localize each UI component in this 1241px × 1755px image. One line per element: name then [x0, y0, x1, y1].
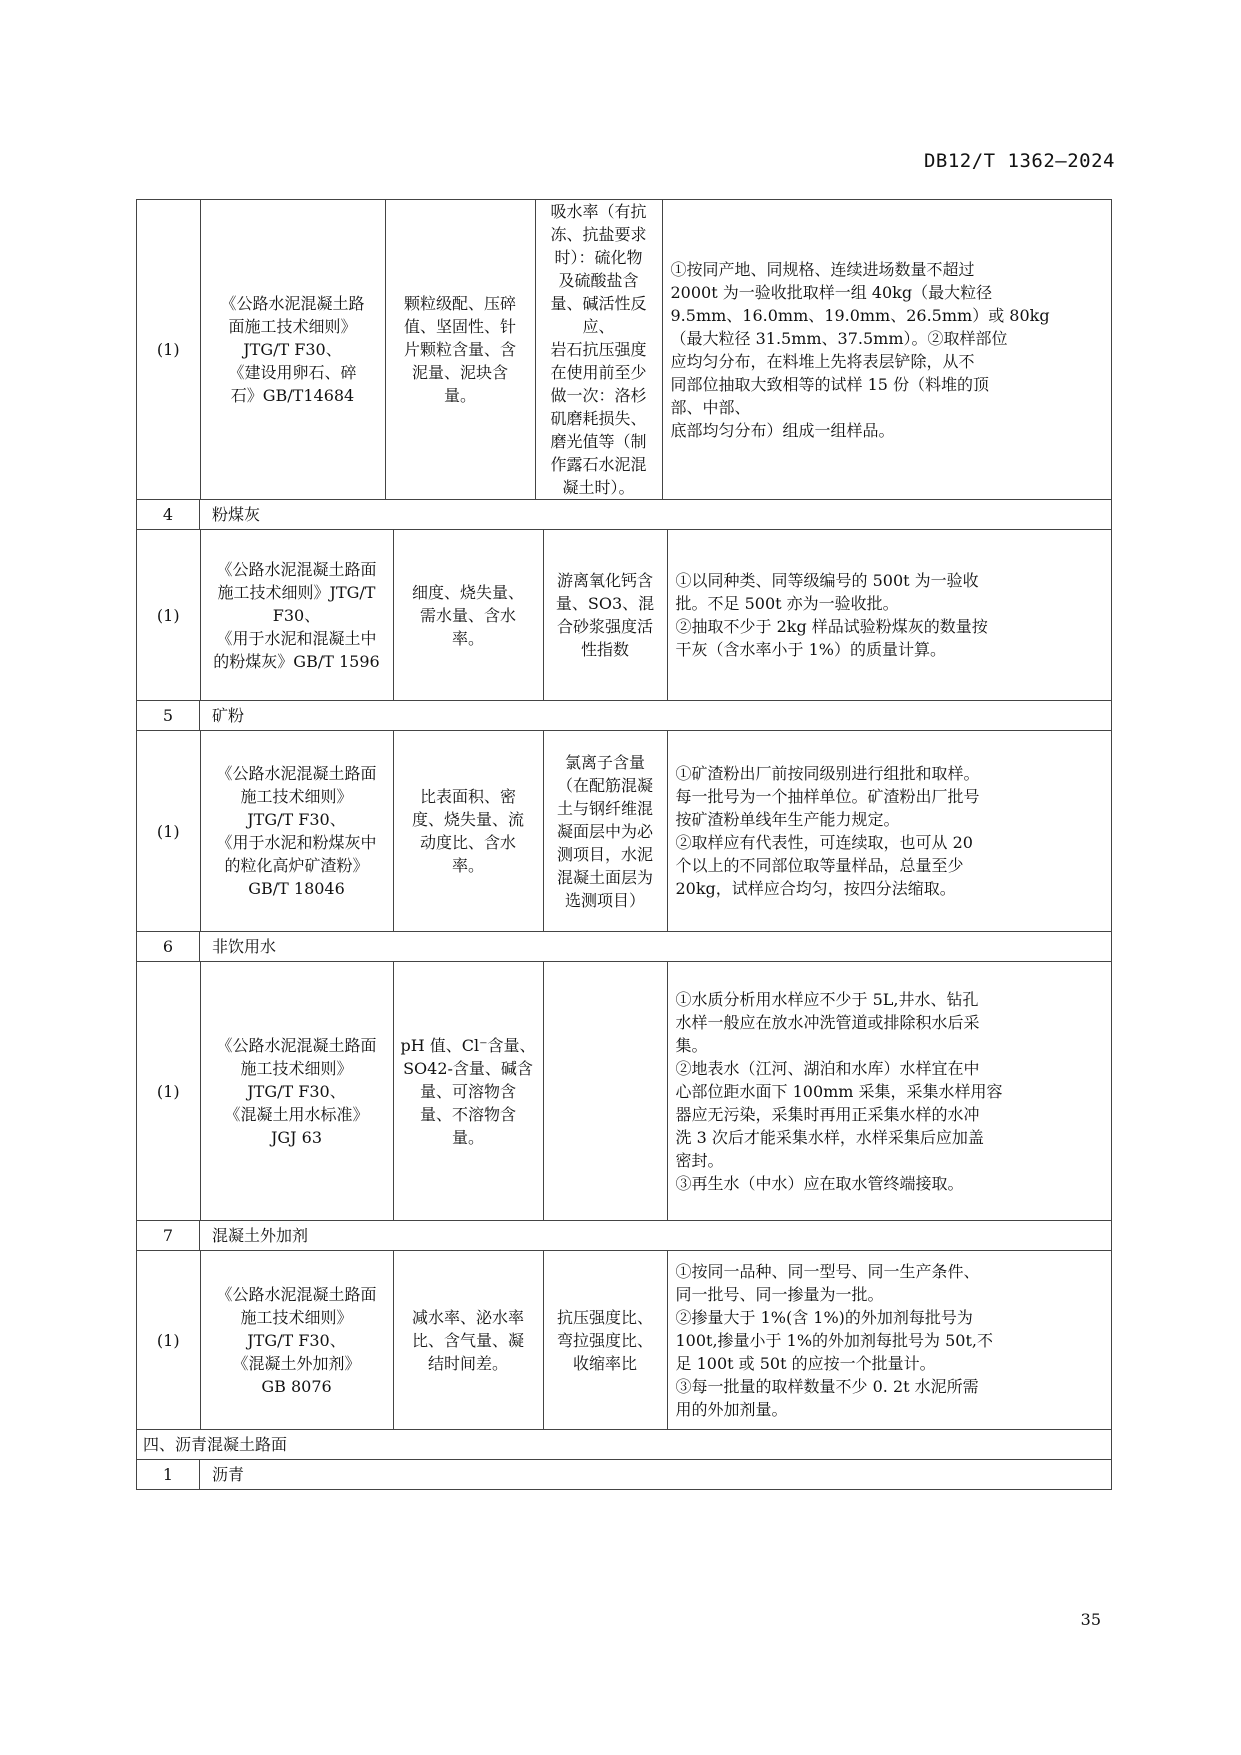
other-items-cell [543, 962, 667, 1220]
section-number: 7 [137, 1221, 200, 1251]
routine-items-cell: 比表面积、密 度、烧失量、流 动度比、含水 率。 [393, 731, 543, 931]
standard-cell: 《公路水泥混凝土路 面施工技术细则》 JTG/T F30、 《建设用卵石、碎 石》GB/T14684 [200, 200, 385, 499]
inspection-table [136, 199, 1112, 1490]
routine-items-cell: 细度、烧失量、 需水量、含水 率。 [393, 530, 543, 700]
other-items-cell: 游离氧化钙含 量、SO3、混 合砂浆强度活 性指数 [543, 530, 667, 700]
row-index: (1) [137, 962, 200, 1220]
table-row [137, 200, 1112, 500]
section-number: 4 [137, 500, 200, 530]
section-row [137, 1221, 1112, 1251]
section-row [137, 1460, 1112, 1490]
section-row [137, 932, 1112, 962]
standard-cell: 《公路水泥混凝土路面 施工技术细则》 JTG/T F30、 《混凝土用水标准》 JGJ 63 [200, 962, 393, 1220]
table-row-inner [137, 530, 1111, 700]
table-row-inner [137, 731, 1111, 931]
row-index: (1) [137, 200, 200, 499]
part-heading-row [137, 1430, 1112, 1460]
page-number: 35 [1080, 1610, 1101, 1629]
section-row [137, 500, 1112, 530]
section-row [137, 701, 1112, 731]
table-row [137, 962, 1112, 1221]
sampling-cell: ①矿渣粉出厂前按同级别进行组批和取样。 每一批号为一个抽样单位。矿渣粉出厂批号 按矿渣粉单线年生产能力规定。 ②取样应有代表性，可连续取，也可从 20 个以上的不同部位取等量样品，总量至少 20kg，试样应合均匀，按四分法缩取。 [667, 731, 1111, 931]
other-items-cell: 抗压强度比、 弯拉强度比、 收缩率比 [543, 1251, 667, 1429]
standard-cell: 《公路水泥混凝土路面 施工技术细则》JTG/T F30、 《用于水泥和混凝土中 的粉煤灰》GB/T 1596 [200, 530, 393, 700]
section-number: 1 [137, 1460, 200, 1490]
standard-cell: 《公路水泥混凝土路面 施工技术细则》 JTG/T F30、 《用于水泥和粉煤灰中 的粒化高炉矿渣粉》 GB/T 18046 [200, 731, 393, 931]
row-index: (1) [137, 1251, 200, 1429]
section-name: 粉煤灰 [200, 500, 1112, 530]
section-name: 非饮用水 [200, 932, 1112, 962]
sampling-cell: ①水质分析用水样应不少于 5L,井水、钻孔 水样一般应在放水冲洗管道或排除积水后采 集。 ②地表水（江河、湖泊和水库）水样宜在中 心部位距水面下 100mm 采集，采集水样用容 器应无污染，采集时再用正采集水样的水冲 洗 3 次后才能采集水样，水样采集后应加盖 密封。 ③再生水（中水）应在取水管终端接取。 [667, 962, 1111, 1220]
table-row-inner [137, 200, 1111, 499]
part-heading: 四、沥青混凝土路面 [137, 1430, 1112, 1460]
routine-items-cell: 减水率、泌水率 比、含气量、凝 结时间差。 [393, 1251, 543, 1429]
table-row [137, 530, 1112, 701]
standard-cell: 《公路水泥混凝土路面 施工技术细则》 JTG/T F30、 《混凝土外加剂》 GB 8076 [200, 1251, 393, 1429]
section-name: 沥青 [200, 1460, 1112, 1490]
sampling-cell: ①按同一品种、同一型号、同一生产条件、 同一批号、同一掺量为一批。 ②掺量大于 1%(含 1%)的外加剂每批号为 100t,掺量小于 1%的外加剂每批号为 50t,不 足 100t 或 50t 的应按一个批量计。 ③每一批量的取样数量不少 0. 2t 水泥所需 用的外加剂量。 [667, 1251, 1111, 1429]
routine-items-cell: pH 值、Cl⁻含量、 SO42-含量、碱含 量、可溶物含 量、不溶物含 量。 [393, 962, 543, 1220]
section-name: 矿粉 [200, 701, 1112, 731]
table-row [137, 731, 1112, 932]
routine-items-cell: 颗粒级配、压碎 值、坚固性、针 片颗粒含量、含 泥量、泥块含 量。 [385, 200, 535, 499]
section-name: 混凝土外加剂 [200, 1221, 1112, 1251]
document-code: DB12/T 1362—2024 [923, 150, 1115, 172]
row-index: (1) [137, 530, 200, 700]
section-number: 6 [137, 932, 200, 962]
row-index: (1) [137, 731, 200, 931]
section-number: 5 [137, 701, 200, 731]
table-row-inner [137, 962, 1111, 1220]
other-items-cell: 吸水率（有抗 冻、抗盐要求 时）：硫化物 及硫酸盐含 量、碱活性反 应、 岩石抗压强度 在使用前至少 做一次：洛杉 矶磨耗损失、 磨光值等（制 作露石水泥混 凝土时）。 [535, 200, 662, 499]
table-row-inner [137, 1251, 1111, 1429]
table-row [137, 1251, 1112, 1430]
sampling-cell: ①以同种类、同等级编号的 500t 为一验收 批。不足 500t 亦为一验收批。 ②抽取不少于 2kg 样品试验粉煤灰的数量按 干灰（含水率小于 1%）的质量计算。 [667, 530, 1111, 700]
sampling-cell: ①按同产地、同规格、连续进场数量不超过 2000t 为一验收批取样一组 40kg（最大粒径 9.5mm、16.0mm、19.0mm、26.5mm）或 80kg （最大粒径 31.5mm、37.5mm）。②取样部位 应均匀分布，在料堆上先将表层铲除，从不 同部位抽取大致相等的试样 15 份（料堆的顶 部、中部、 底部均匀分布）组成一组样品。 [662, 200, 1111, 499]
other-items-cell: 氯离子含量 （在配筋混凝 土与钢纤维混 凝面层中为必 测项目，水泥 混凝土面层为 选测项目） [543, 731, 667, 931]
